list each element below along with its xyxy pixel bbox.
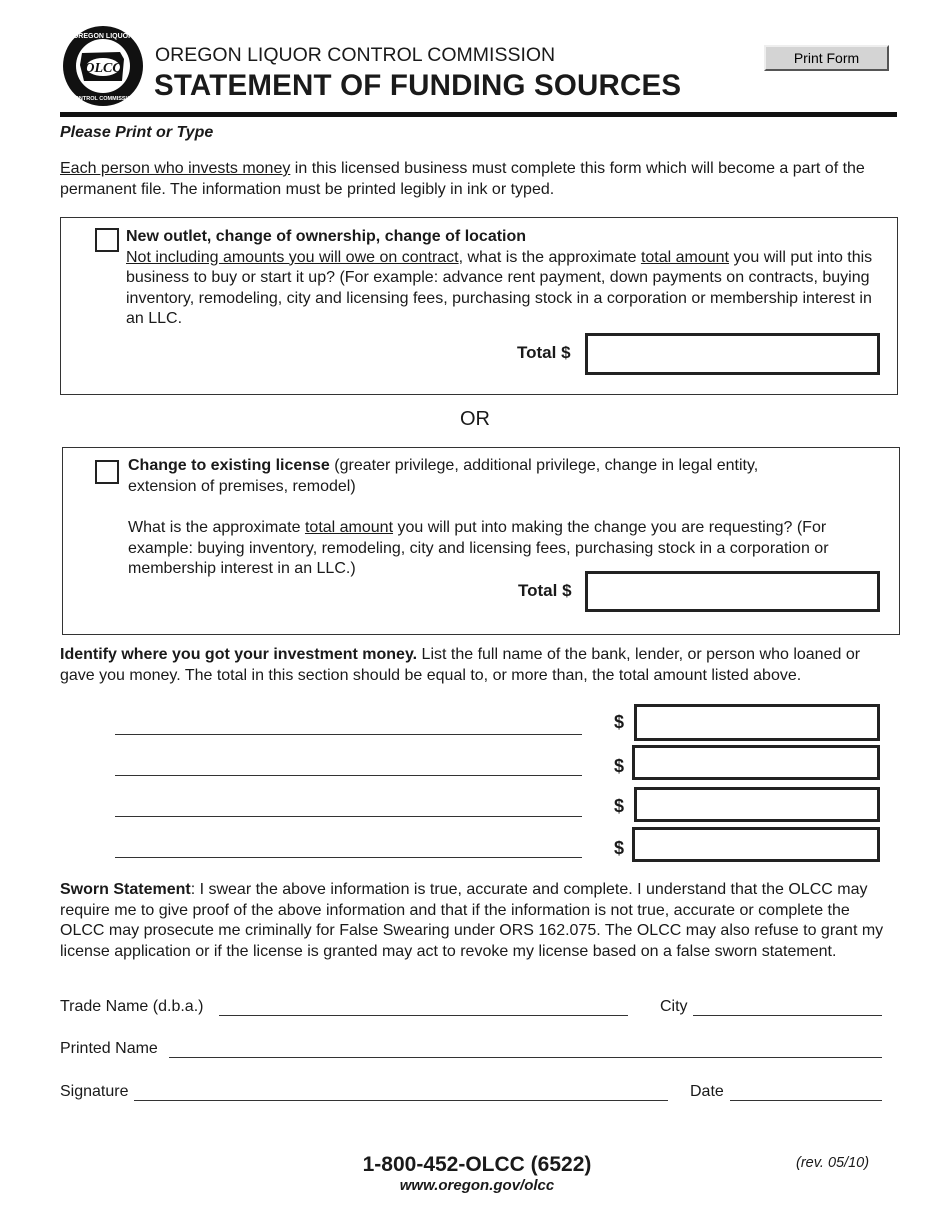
trade-name-field[interactable] xyxy=(219,1000,628,1016)
source-name-line[interactable] xyxy=(115,800,582,817)
or-divider: OR xyxy=(460,408,490,430)
source-name-line[interactable] xyxy=(115,718,582,735)
page-title: STATEMENT OF FUNDING SOURCES xyxy=(154,69,682,102)
trade-name-label: Trade Name (d.b.a.) xyxy=(60,998,204,1015)
city-label: City xyxy=(660,998,688,1015)
signature-field[interactable] xyxy=(134,1085,668,1101)
sworn-heading: Sworn Statement xyxy=(60,881,191,898)
sources-heading: Identify where you got your investment money. xyxy=(60,646,418,663)
change-license-description xyxy=(128,456,828,497)
source-amount-input[interactable] xyxy=(632,827,880,862)
sources-text: List the full name of the bank, lender, or person who loaned or gave you money. The total in this section should be equal to, or more than, the total amount listed above. xyxy=(60,646,861,684)
svg-text:CONTROL COMMISSION: CONTROL COMMISSION xyxy=(70,96,136,102)
total-amount-text: total amount xyxy=(304,519,394,536)
sources-instructions xyxy=(60,645,880,686)
source-name-line[interactable] xyxy=(115,759,582,776)
intro-paragraph xyxy=(60,159,890,200)
new-outlet-heading: New outlet, change of ownership, change of location xyxy=(126,228,527,245)
olcc-logo xyxy=(60,25,146,107)
date-label: Date xyxy=(690,1083,724,1100)
agency-name: OREGON LIQUOR CONTROL COMMISSION xyxy=(155,44,556,66)
sworn-text: : I swear the above information is true, accurate and complete. I understand that the OLCC may require me to give proof of the above information and that if the information is not true, accurate or complete the OLCC may prosecute me criminally for False Swearing under ORS 162.075. The OLCC may also refuse to grant my license application or if the license is granted may act to revoke my license based on a false sworn statement. xyxy=(60,881,884,960)
signature-label: Signature xyxy=(60,1083,129,1100)
total-amount-text: total amount xyxy=(640,248,729,266)
desc-text: you will put into making the change you are requesting? (For example: buying inventory, remodeling, city and licensing fees, purchasing stock in a corporation or membership interest in an LLC.) xyxy=(128,519,829,577)
total-label: Total $ xyxy=(518,581,572,600)
intro-text: in this licensed business must complete this form which will become a part of the permanent file. The information must be printed legibly in ink or typed. xyxy=(60,160,865,198)
change-license-heading: Change to existing license xyxy=(128,457,330,474)
change-license-total-input[interactable] xyxy=(585,571,880,612)
revision-date: (rev. 05/10) xyxy=(796,1155,870,1171)
source-amount-input[interactable] xyxy=(634,704,880,741)
printed-name-label: Printed Name xyxy=(60,1040,158,1057)
new-outlet-checkbox[interactable] xyxy=(95,228,119,252)
print-form-button[interactable]: Print Form xyxy=(764,45,889,71)
source-name-line[interactable] xyxy=(115,841,582,858)
source-amount-input[interactable] xyxy=(632,745,880,780)
intro-underlined: Each person who invests money xyxy=(60,160,291,177)
new-outlet-description xyxy=(126,227,876,330)
source-amount-input[interactable] xyxy=(634,787,880,822)
svg-text:OLCC: OLCC xyxy=(84,61,122,76)
owe-contract-text: Not including amounts you will owe on contract xyxy=(126,248,459,266)
city-field[interactable] xyxy=(693,1000,882,1016)
dollar-sign: $ xyxy=(614,838,625,858)
desc-text: , what is the approximate xyxy=(458,248,641,266)
printed-name-field[interactable] xyxy=(169,1042,882,1058)
dollar-sign: $ xyxy=(614,796,625,816)
total-label: Total $ xyxy=(517,343,571,362)
sworn-statement xyxy=(60,880,896,962)
svg-text:OREGON LIQUOR: OREGON LIQUOR xyxy=(72,33,134,40)
change-license-checkbox[interactable] xyxy=(95,460,119,484)
website-url: www.oregon.gov/olcc xyxy=(399,1177,555,1194)
header-rule xyxy=(60,112,897,117)
phone-number: 1-800-452-OLCC (6522) xyxy=(362,1153,592,1176)
desc-text: you will put into this business to buy or start it up? (For example: advance rent payment, down payments on contracts, buying inventory, remodeling, city and licensing fees, purchasing stock in a corporation or membership interest in an LLC. xyxy=(126,248,873,327)
desc-text: What is the approximate xyxy=(128,519,305,536)
desc-text: (greater privilege, additional privilege, change in legal entity, extension of premises, remodel) xyxy=(128,457,759,495)
dollar-sign: $ xyxy=(614,756,625,776)
dollar-sign: $ xyxy=(614,712,625,732)
date-field[interactable] xyxy=(730,1085,882,1101)
print-instruction: Please Print or Type xyxy=(60,124,214,141)
new-outlet-total-input[interactable] xyxy=(585,333,880,375)
